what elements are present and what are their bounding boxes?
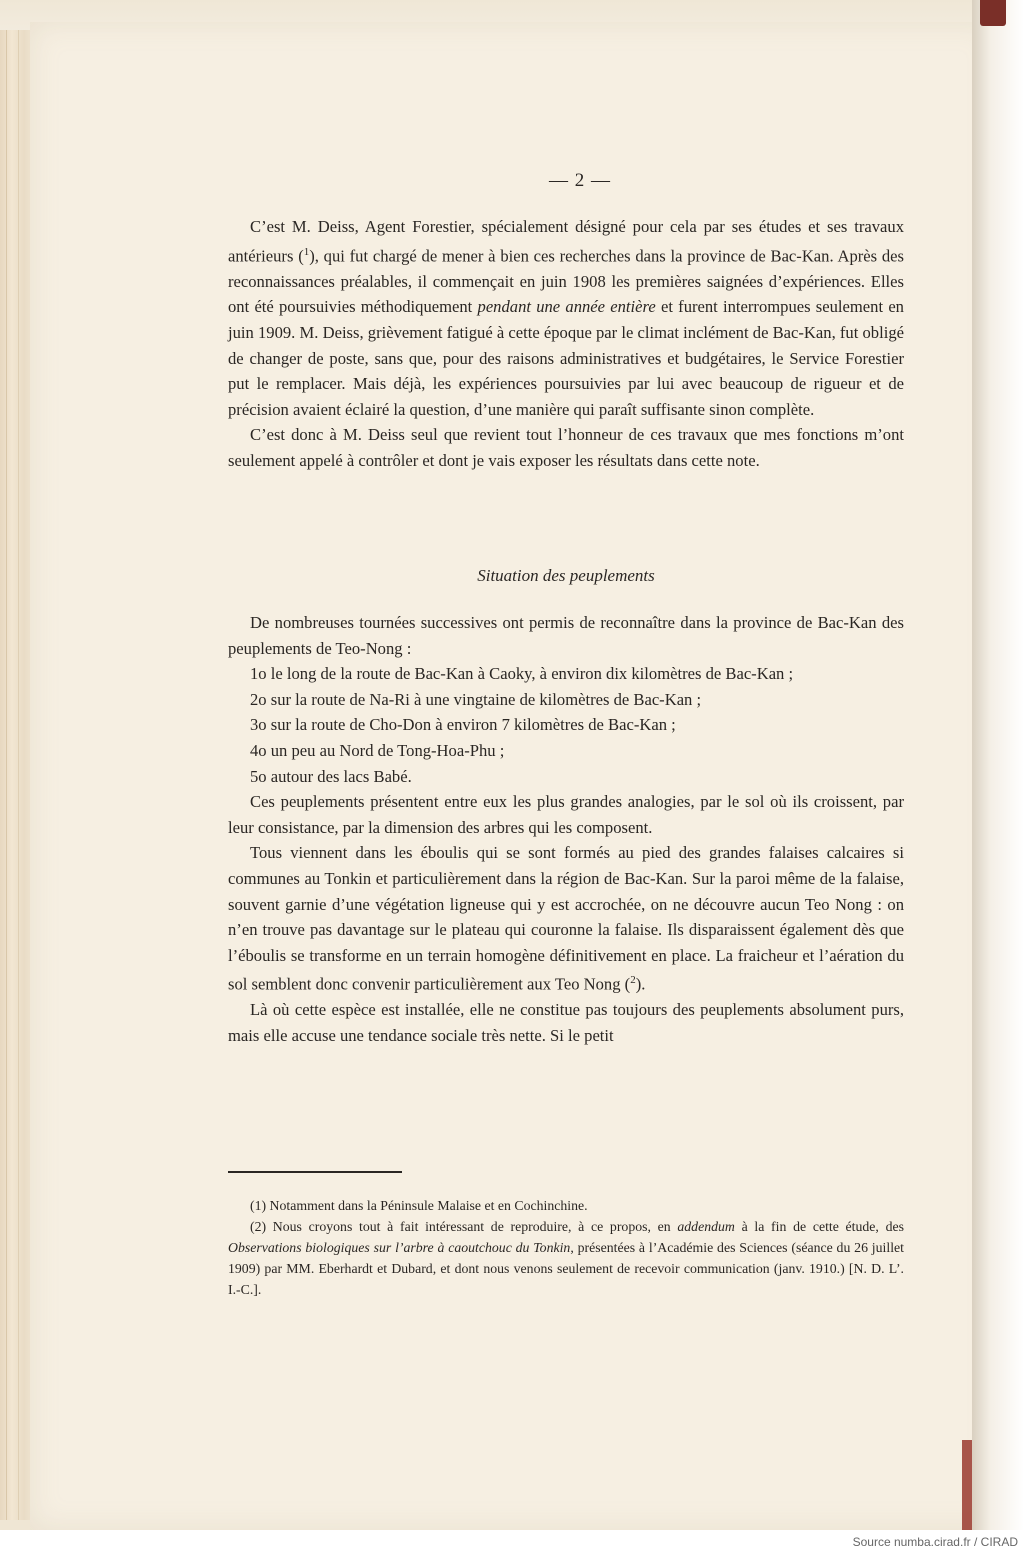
paragraph-4 — [228, 840, 904, 997]
red-cover-corner — [980, 0, 1006, 26]
paragraph-1 — [228, 214, 904, 422]
paragraph-4-part-b: ). — [635, 974, 646, 994]
section-situation — [228, 610, 904, 1049]
binding-edge — [972, 0, 1024, 1530]
list-item-2: 2o sur la route de Na-Ri à une vingtaine de kilomètres de Bac-Kan ; — [250, 689, 702, 709]
paragraph-4-part-a: Tous viennent dans les éboulis qui se sont formés au pied des grandes falaises calcaires si communes au Tonkin et particulièrement dans la région de Bac-Kan. Sur la paroi même de la falaise, souvent garnie d’une végétation ligneuse qui y est accrochée, on ne découvre aucun Teo Nong : on n’en trouve pas davantage sur le plateau qui couronne la falaise. Ils disparaissent également dès que l’éboulis se transforme en un terrain homogène définitivement en place. La fraicheur et l’aération du sol semblent donc convenir particulièrement aux Teo Nong ( — [228, 843, 904, 994]
source-caption: Source numba.cirad.fr / CIRAD — [852, 1535, 1018, 1549]
paragraph-1-italic: pendant une année entière — [477, 297, 656, 317]
section-intro — [228, 214, 904, 473]
list-item-5: 5o autour des lacs Babé. — [250, 766, 412, 786]
paragraph-intro: De nombreuses tournées successives ont permis de reconnaître dans la province de Bac-Kan des peuplements de Teo-Nong : — [228, 613, 904, 658]
footnote-ref-2: 2 — [630, 974, 636, 987]
paragraph-1-part-b: ), qui fut chargé de mener à bien ces recherches dans la province de Bac-Kan. Après des reconnaissances préalables, il commençait en juin 1908 les premières saignées d’expériences. Elles ont été poursuivies méthodiquement — [228, 246, 904, 317]
footnote-2-part-b: à la fin de cette étude, des — [734, 1219, 904, 1234]
footnote-2 — [228, 1216, 904, 1300]
footnote-rule — [228, 1171, 402, 1173]
paragraph-2: C’est donc à M. Deiss seul que revient tout l’honneur de ces travaux que mes fonctions m’ont seulement appelé à contrôler et dont je vais exposer les résultats dans cette note. — [228, 425, 904, 470]
paragraph-5: Là où cette espèce est installée, elle ne constitue pas toujours des peuplements absolument purs, mais elle accuse une tendance sociale très nette. Si le petit — [228, 1000, 904, 1046]
footnote-1: (1) Notamment dans la Péninsule Malaise et en Cochinchine. — [250, 1198, 588, 1213]
paragraph-1-part-c: et furent interrompues seulement en juin 1909. M. Deiss, grièvement fatigué à cette époque par le climat inclément de Bac-Kan, fut obligé de changer de poste, sans que, pour des raisons administratives et budgétaires, le Service Forestier put le remplacer. Mais déjà, les expériences poursuivies par lui avec beaucoup de rigueur et de précision avaient éclairé la question, d’une manière qui paraît suffisante sinon complète. — [228, 297, 904, 419]
list-item-4: 4o un peu au Nord de Tong-Hoa-Phu ; — [250, 740, 505, 760]
section-heading: Situation des peuplements — [477, 566, 655, 585]
list-item-1: 1o le long de la route de Bac-Kan à Caoky, à environ dix kilomètres de Bac-Kan ; — [250, 664, 794, 684]
footnote-ref-1: 1 — [303, 245, 310, 258]
footnote-2-italic-2: Observations biologiques sur l’arbre à caoutchouc du Tonkin — [228, 1240, 571, 1255]
footnotes — [228, 1195, 904, 1300]
red-cover-edge — [962, 1440, 972, 1530]
footnote-2-italic-1: addendum — [677, 1219, 735, 1234]
footnote-2-part-a: (2) Nous croyons tout à fait intéressant de reproduire, à ce propos, en — [250, 1219, 678, 1234]
paragraph-1-part-a: C’est M. Deiss, Agent Forestier, spécialement désigné pour cela par ses études et ses travaux antérieurs ( — [228, 217, 904, 266]
page-number: — 2 — — [549, 170, 611, 191]
footnote-2-part-c: , présentées à l’Académie des Sciences (séance du 26 juillet 1909) par MM. Eberhardt et Dubard, et dont nous venons seulement de recevoir communication (janv. 1910.) [N. D. L’. I.-C.]. — [228, 1240, 904, 1297]
paragraph-3: Ces peuplements présentent entre eux les plus grandes analogies, par le sol où ils croissent, par leur consistance, par la dimension des arbres qui les composent. — [228, 792, 904, 837]
list-item-3: 3o sur la route de Cho-Don à environ 7 kilomètres de Bac-Kan ; — [250, 715, 676, 735]
